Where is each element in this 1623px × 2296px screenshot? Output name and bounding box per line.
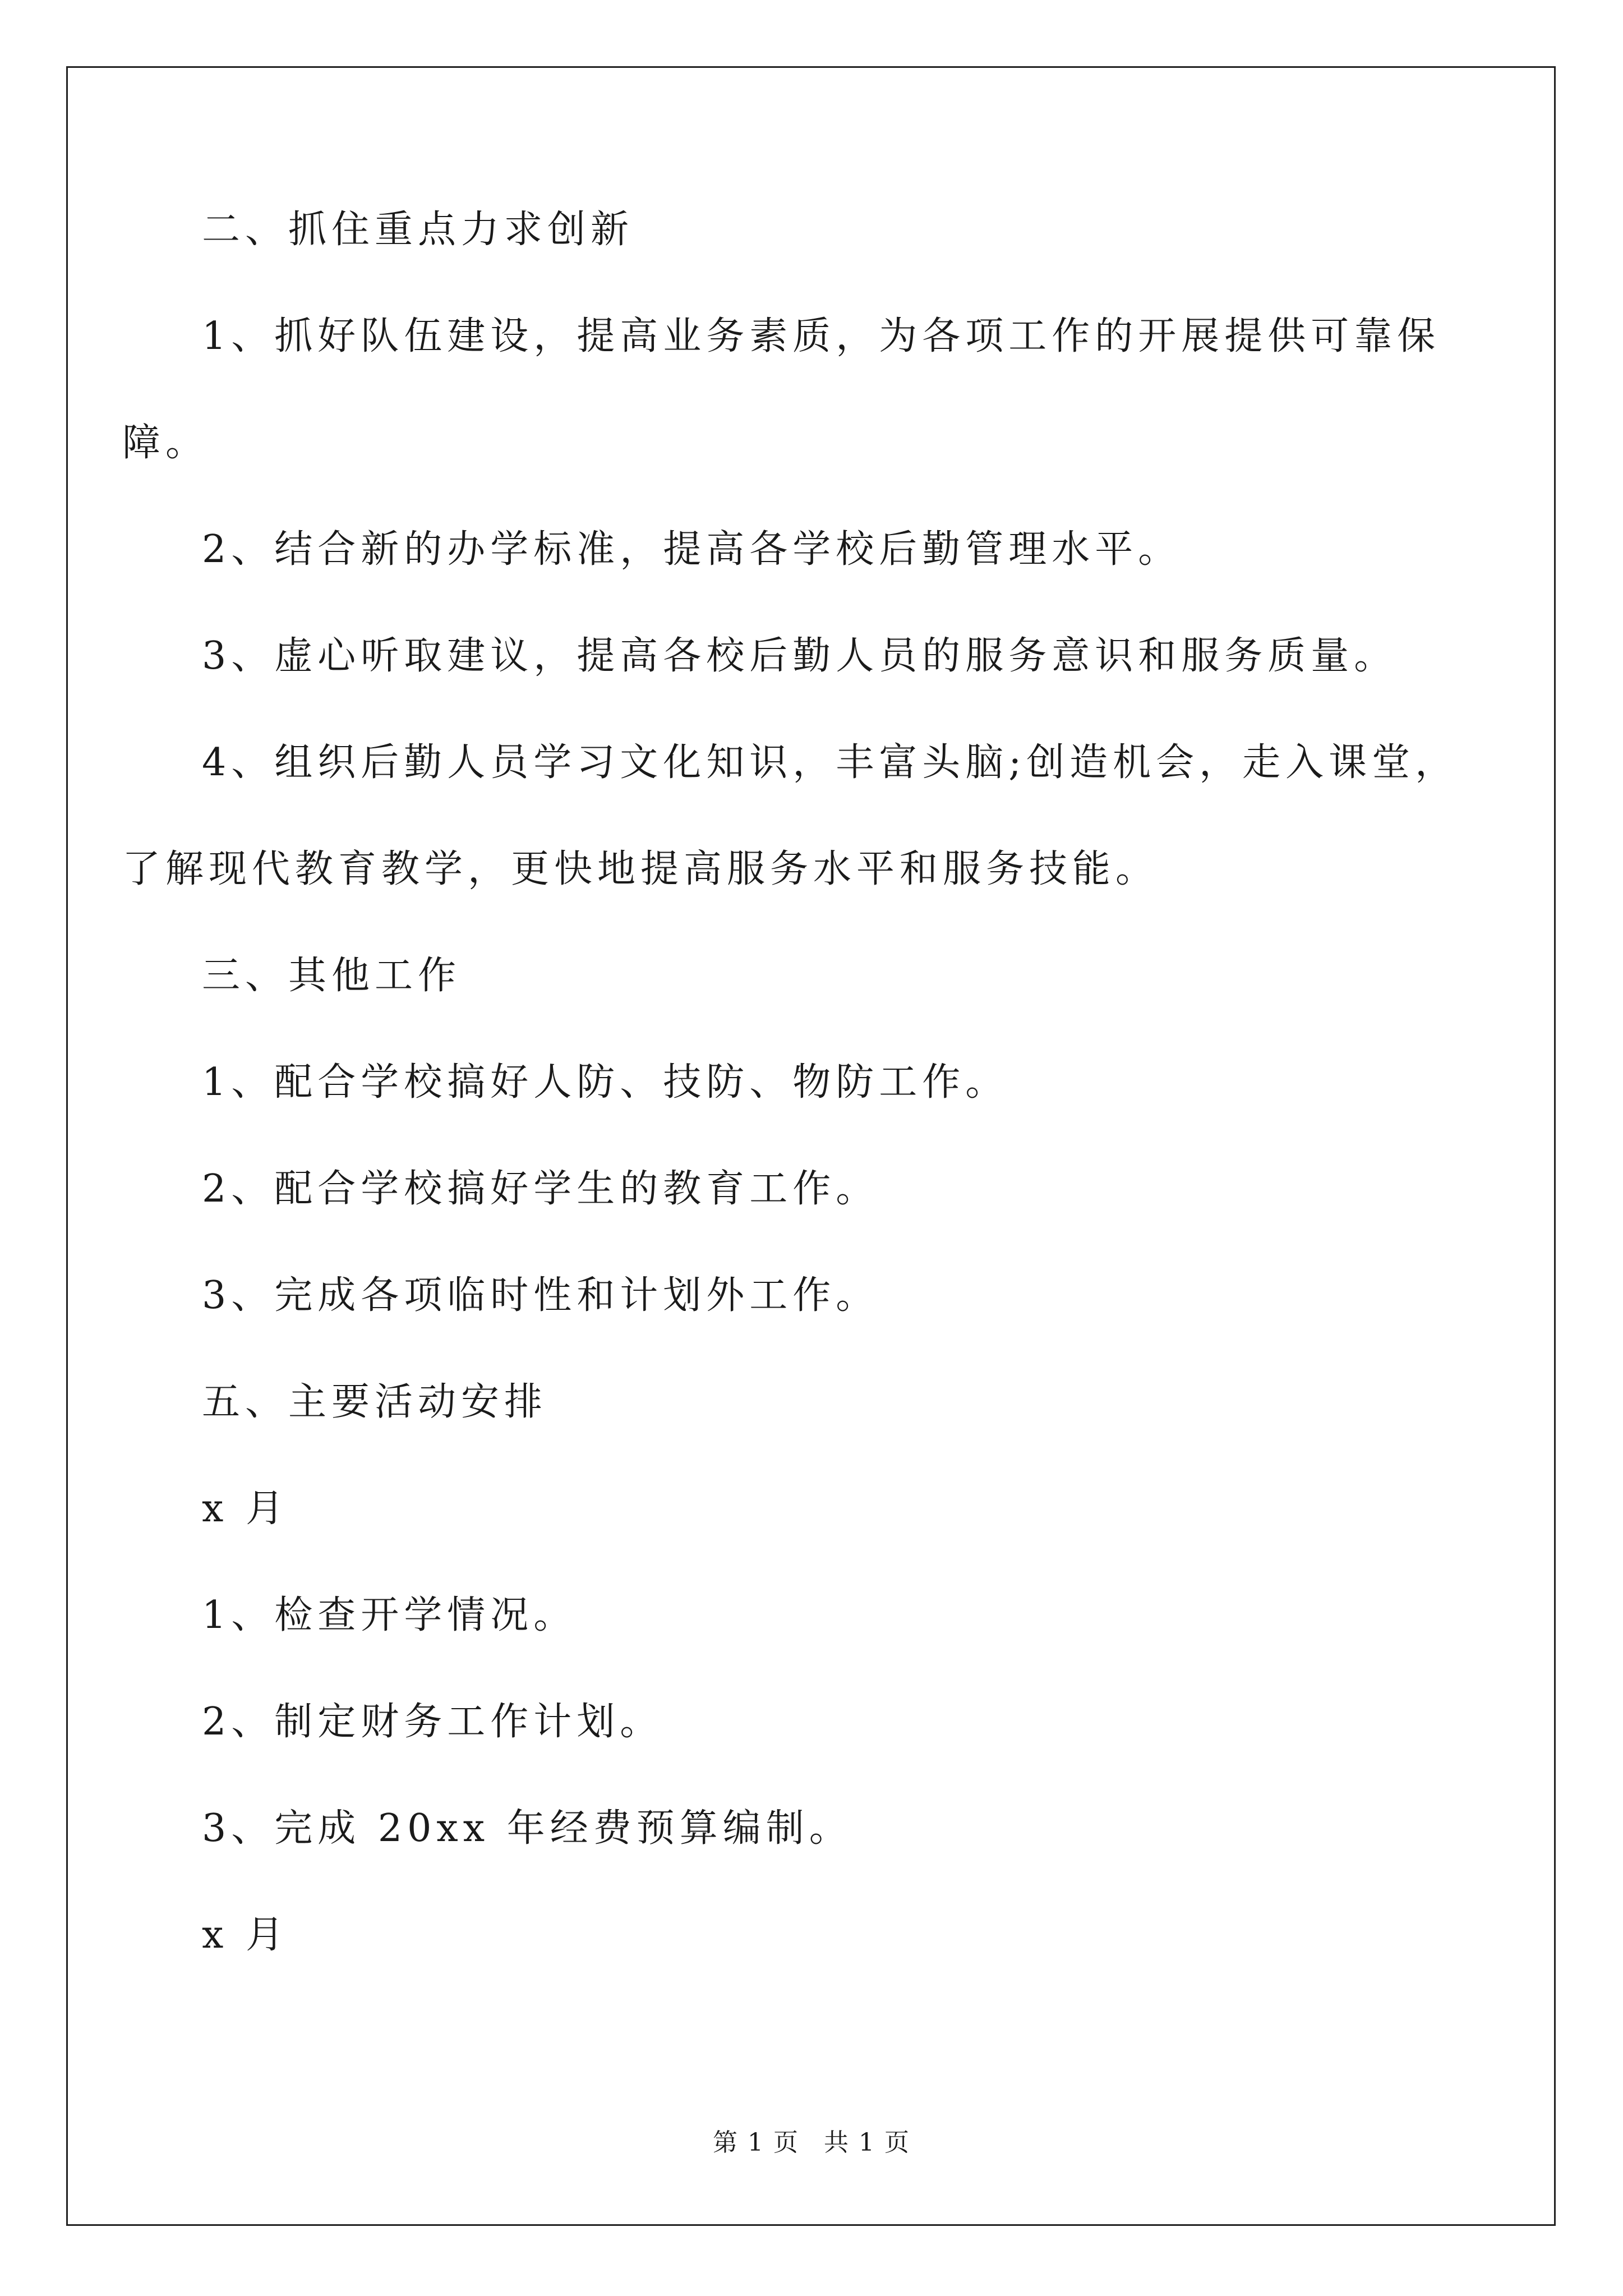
paragraph: 2、配合学校搞好学生的教育工作。 bbox=[202, 1167, 879, 1211]
paragraph: 1、检查开学情况。 bbox=[202, 1593, 577, 1637]
page-footer bbox=[0, 2126, 1623, 2160]
paragraph: 2、结合新的办学标准，提高各学校后勤管理水平。 bbox=[202, 527, 1182, 572]
section-heading: 三、其他工作 bbox=[202, 954, 462, 998]
section-heading: 五、主要活动安排 bbox=[202, 1380, 548, 1424]
paragraph: 3、虚心听取建议，提高各校后勤人员的服务意识和服务质量。 bbox=[202, 634, 1398, 678]
section-heading: 二、抓住重点力求创新 bbox=[202, 208, 634, 252]
page-total: 共 1 页 bbox=[824, 2128, 910, 2157]
month-label: x 月 bbox=[202, 1913, 289, 1957]
month-label: x 月 bbox=[202, 1487, 289, 1531]
paragraph: 1、配合学校搞好人防、技防、物防工作。 bbox=[202, 1060, 1009, 1105]
paragraph-continuation: 障。 bbox=[122, 421, 209, 465]
page-number: 第 1 页 bbox=[713, 2128, 799, 2157]
paragraph-continuation: 了解现代教育教学，更快地提高服务水平和服务技能。 bbox=[122, 847, 1159, 891]
paragraph: 3、完成 20xx 年经费预算编制。 bbox=[202, 1806, 852, 1851]
paragraph: 3、完成各项临时性和计划外工作。 bbox=[202, 1273, 879, 1318]
paragraph: 2、制定财务工作计划。 bbox=[202, 1700, 663, 1744]
paragraph: 1、抓好队伍建设，提高业务素质，为各项工作的开展提供可靠保 bbox=[202, 314, 1441, 358]
paragraph: 4、组织后勤人员学习文化知识，丰富头脑;创造机会，走入课堂， bbox=[202, 740, 1459, 785]
page-border bbox=[66, 66, 1556, 2226]
